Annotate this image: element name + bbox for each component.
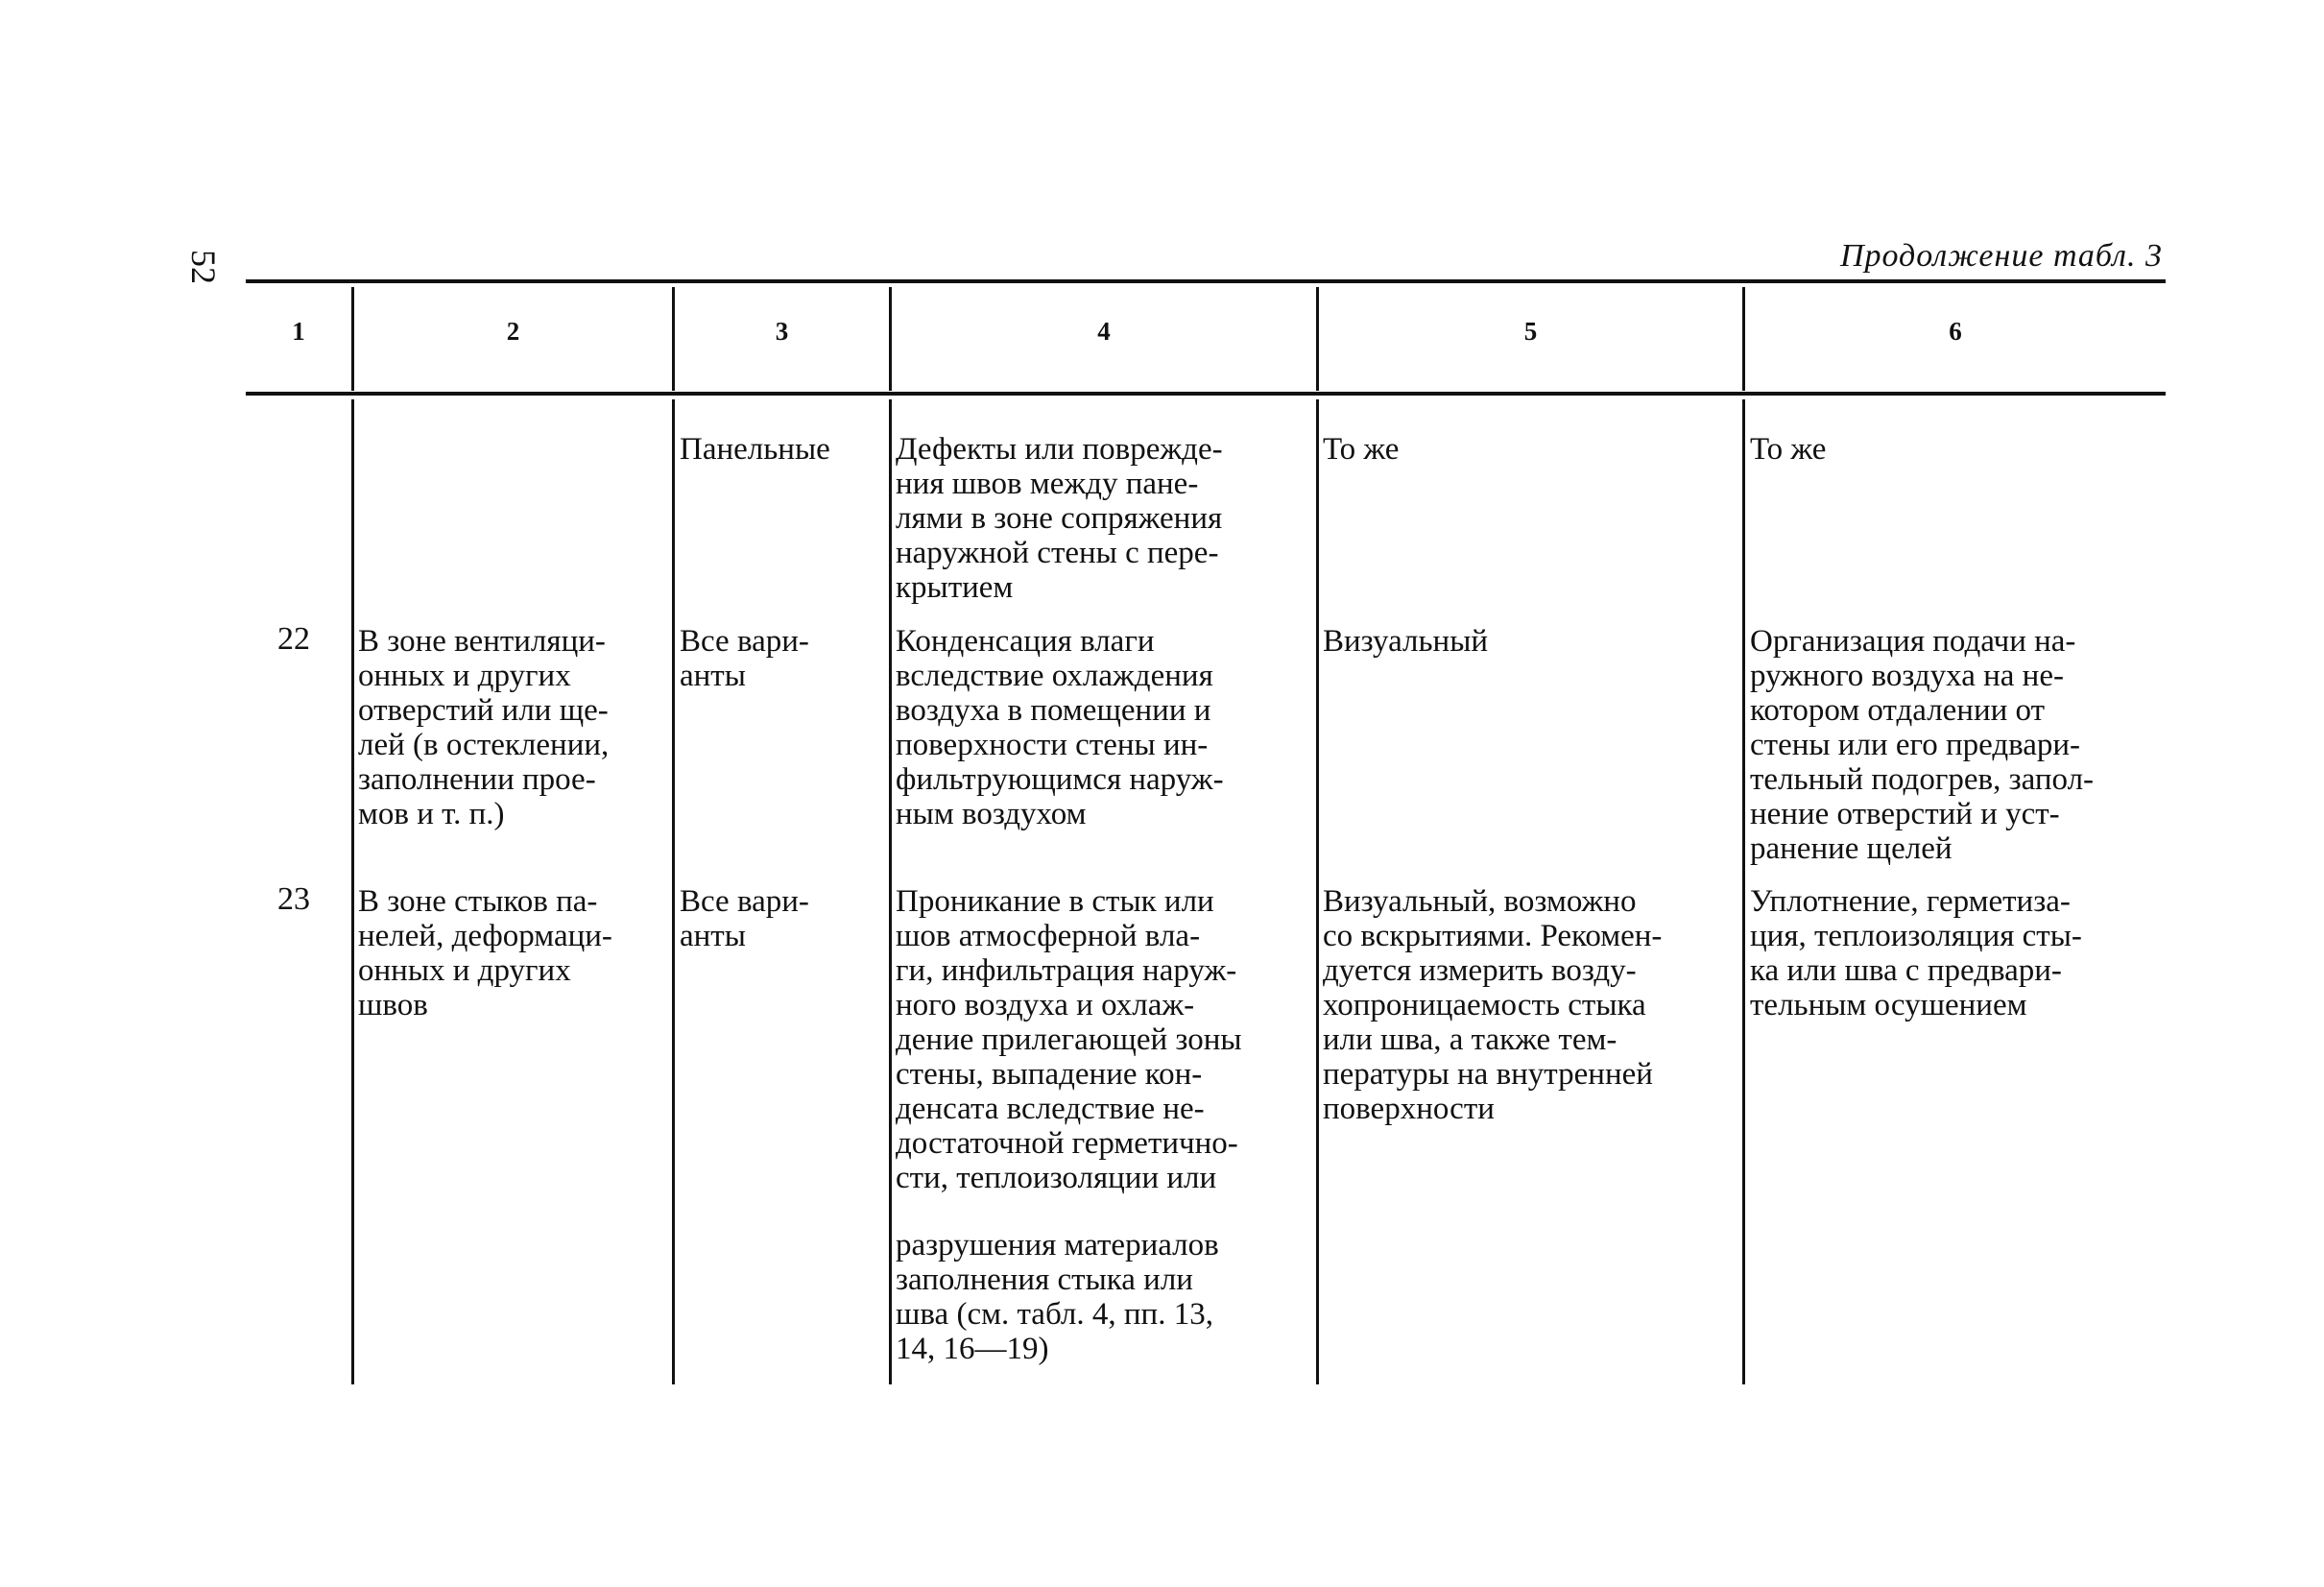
row-22-place: В зоне вентиляци- онных и других отверстий или ще- лей (в остеклении, заполнении прое- мов и т. п.) bbox=[358, 624, 610, 831]
row-22-cause: Конденсация влаги вследствие охлаждения воздуха в помещении и поверхности стены ин- фильтрующимся наруж- ным воздухом bbox=[896, 624, 1224, 831]
row-23-method: Визуальный, возможно со вскрытиями. Рекомен- дуется измерить возду- хопроницаемость стыка или шва, а также тем- пературы на внутренней поверхности bbox=[1323, 884, 1663, 1126]
row-panel-cause: Дефекты или поврежде- ния швов между пане- лями в зоне сопряжения наружной стены с пере- крытием bbox=[896, 432, 1223, 605]
row-22-variant: Все вари- анты bbox=[680, 624, 809, 693]
column-divider bbox=[1316, 399, 1319, 1384]
row-22-number: 22 bbox=[277, 621, 310, 657]
column-header-2: 2 bbox=[506, 317, 520, 346]
row-22-remedy: Организация подачи на- ружного воздуха на не- котором отдалении от стены или его предвари- тельный подогрев, запол- нение отверстий и уст- ранение щелей bbox=[1750, 624, 2095, 866]
table-top-rule bbox=[246, 279, 2166, 283]
row-panel-method: То же bbox=[1323, 432, 1400, 467]
row-23-cause-continued: разрушения материалов заполнения стыка или шва (см. табл. 4, пп. 13, 14, 16—19) bbox=[896, 1228, 1219, 1366]
column-divider bbox=[1742, 399, 1745, 1384]
column-header-4: 4 bbox=[1097, 317, 1111, 346]
column-header-6: 6 bbox=[1949, 317, 1962, 346]
page-number: 52 bbox=[184, 250, 223, 284]
row-23-variant: Все вари- анты bbox=[680, 884, 809, 953]
table-continuation-caption: Продолжение табл. 3 bbox=[1839, 238, 2163, 274]
column-header-3: 3 bbox=[775, 317, 789, 346]
column-divider bbox=[351, 399, 354, 1384]
column-header-1: 1 bbox=[292, 317, 305, 346]
column-divider bbox=[889, 399, 892, 1384]
row-22-method: Визуальный bbox=[1323, 624, 1489, 659]
column-header-5: 5 bbox=[1523, 317, 1538, 346]
row-panel-variant: Панельные bbox=[680, 432, 830, 467]
row-23-remedy: Уплотнение, герметиза- ция, теплоизоляция сты- ка или шва с предвари- тельным осушением bbox=[1750, 884, 2082, 1022]
row-panel-remedy: То же bbox=[1750, 432, 1827, 467]
column-divider bbox=[672, 399, 675, 1384]
row-23-cause: Проникание в стык или шов атмосферной вла- ги, инфильтрация наруж- ного воздуха и охлаж- дение прилегающей зоны стены, выпадение кон- денсата вследствие не- достаточной герметично- сти, теплоизоляции или bbox=[896, 884, 1242, 1195]
table-header-rule bbox=[246, 392, 2166, 396]
row-23-place: В зоне стыков па- нелей, деформаци- онных и других швов bbox=[358, 884, 612, 1022]
row-23-number: 23 bbox=[277, 881, 310, 917]
